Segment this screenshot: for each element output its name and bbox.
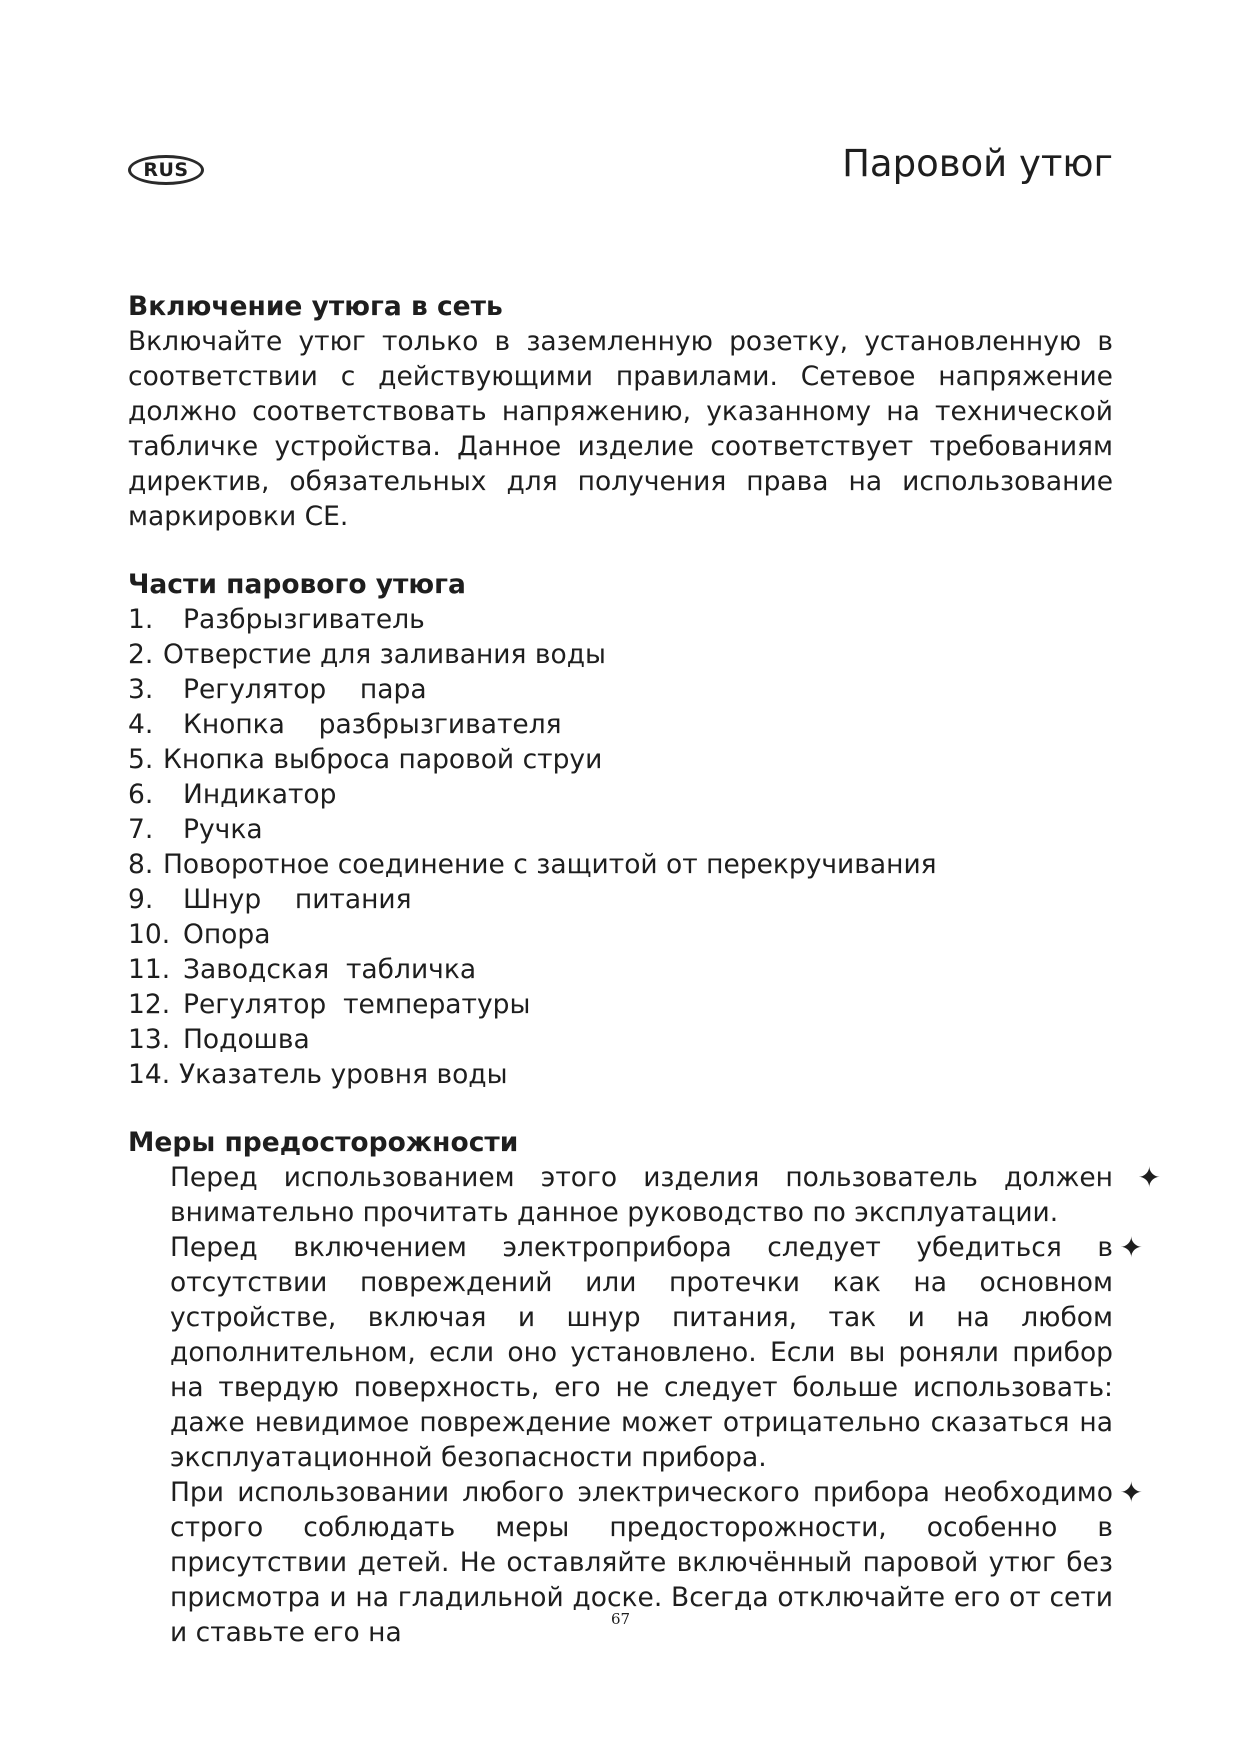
list-item-label: Регулятор пара <box>183 674 427 705</box>
list-item <box>128 1230 1143 1475</box>
list-item-text: Перед включением электроприбора следует убедиться в отсутствии повреждений или протечки как на основном устройстве, включая и шнур питания, так и на любом дополнительном, если оно установлено. Если вы роняли прибор на твердую поверхность, его не следует больше использовать: даже невидимое повреждение может отрицательно сказаться на эксплуатационной безопасности прибора. <box>170 1232 1113 1473</box>
list-item-label: Индикатор <box>183 779 337 810</box>
list-item-number: 11. <box>128 954 171 985</box>
list-item-number: 10. <box>128 919 171 950</box>
section-heading-power: Включение утюга в сеть <box>128 291 503 322</box>
list-item <box>128 952 1113 987</box>
document-body <box>128 289 1161 1683</box>
list-item-label: Поворотное соединение с защитой от перекручивания <box>163 849 937 880</box>
star-bullet-icon: ✦ <box>1119 1476 1143 1509</box>
list-item <box>128 987 1113 1022</box>
list-item-label: Указатель уровня воды <box>179 1059 508 1090</box>
list-item-number: 14. <box>128 1059 171 1090</box>
list-item <box>128 707 1113 742</box>
list-item <box>128 1022 1113 1057</box>
section-parts <box>128 567 1113 1092</box>
list-item-label: Разбрызгиватель <box>183 604 425 635</box>
page-number: 67 <box>610 1610 631 1628</box>
list-item-label: Заводская табличка <box>183 954 477 985</box>
list-item <box>128 1160 1161 1230</box>
list-item-label: Шнур питания <box>183 884 412 915</box>
list-item-label: Отверстие для заливания воды <box>163 639 606 670</box>
list-item-text: При использовании любого электрического прибора необходимо строго соблюдать меры предосторожности, особенно в присутствии детей. Не оставляйте включённый паровой утюг без присмотра и на гладильной доске. Всегда отключайте его от сети и ставьте его на <box>170 1477 1113 1648</box>
section-precautions <box>128 1125 1161 1650</box>
list-item <box>128 602 1113 637</box>
list-item-number: 9. <box>128 884 154 915</box>
list-item-label: Кнопка разбрызгивателя <box>183 709 562 740</box>
star-bullet-icon: ✦ <box>1137 1161 1161 1194</box>
list-item-label: Опора <box>183 919 271 950</box>
list-item <box>128 847 1113 882</box>
list-item-number: 2. <box>128 639 154 670</box>
list-item-label: Подошва <box>183 1024 310 1055</box>
precautions-list <box>128 1160 1161 1650</box>
list-item <box>128 637 1113 672</box>
list-item-number: 13. <box>128 1024 171 1055</box>
list-item <box>128 1057 1113 1092</box>
section-heading-precautions: Меры предосторожности <box>128 1127 519 1158</box>
list-item <box>128 812 1113 847</box>
list-item <box>128 777 1113 812</box>
page-title: Паровой утюг <box>842 142 1113 185</box>
star-bullet-icon: ✦ <box>1119 1231 1143 1264</box>
list-item-label: Регулятор температуры <box>183 989 531 1020</box>
list-item-number: 6. <box>128 779 154 810</box>
list-item <box>128 672 1113 707</box>
section-text-power: Включайте утюг только в заземленную розетку, установленную в соответствии с действующими правилами. Сетевое напряжение должно соответствовать напряжению, указанному на технической табличке устройства. Данное изделие соответствует требованиям директив, обязательных для получения права на использование маркировки CE. <box>128 326 1113 532</box>
list-item-label: Ручка <box>183 814 263 845</box>
list-item-number: 5. <box>128 744 154 775</box>
parts-list <box>128 602 1113 1092</box>
list-item-number: 7. <box>128 814 154 845</box>
list-item <box>128 742 1113 777</box>
list-item-number: 1. <box>128 604 154 635</box>
section-heading-parts: Части парового утюга <box>128 569 466 600</box>
list-item-text: Перед использованием этого изделия пользователь должен внимательно прочитать данное руководство по эксплуатации. <box>170 1162 1113 1228</box>
list-item <box>128 917 1113 952</box>
language-badge: RUS <box>128 155 204 185</box>
list-item-label: Кнопка выброса паровой струи <box>163 744 603 775</box>
list-item-number: 3. <box>128 674 154 705</box>
list-item-number: 12. <box>128 989 171 1020</box>
list-item-number: 8. <box>128 849 154 880</box>
list-item-number: 4. <box>128 709 154 740</box>
list-item <box>128 882 1113 917</box>
section-power <box>128 289 1113 534</box>
